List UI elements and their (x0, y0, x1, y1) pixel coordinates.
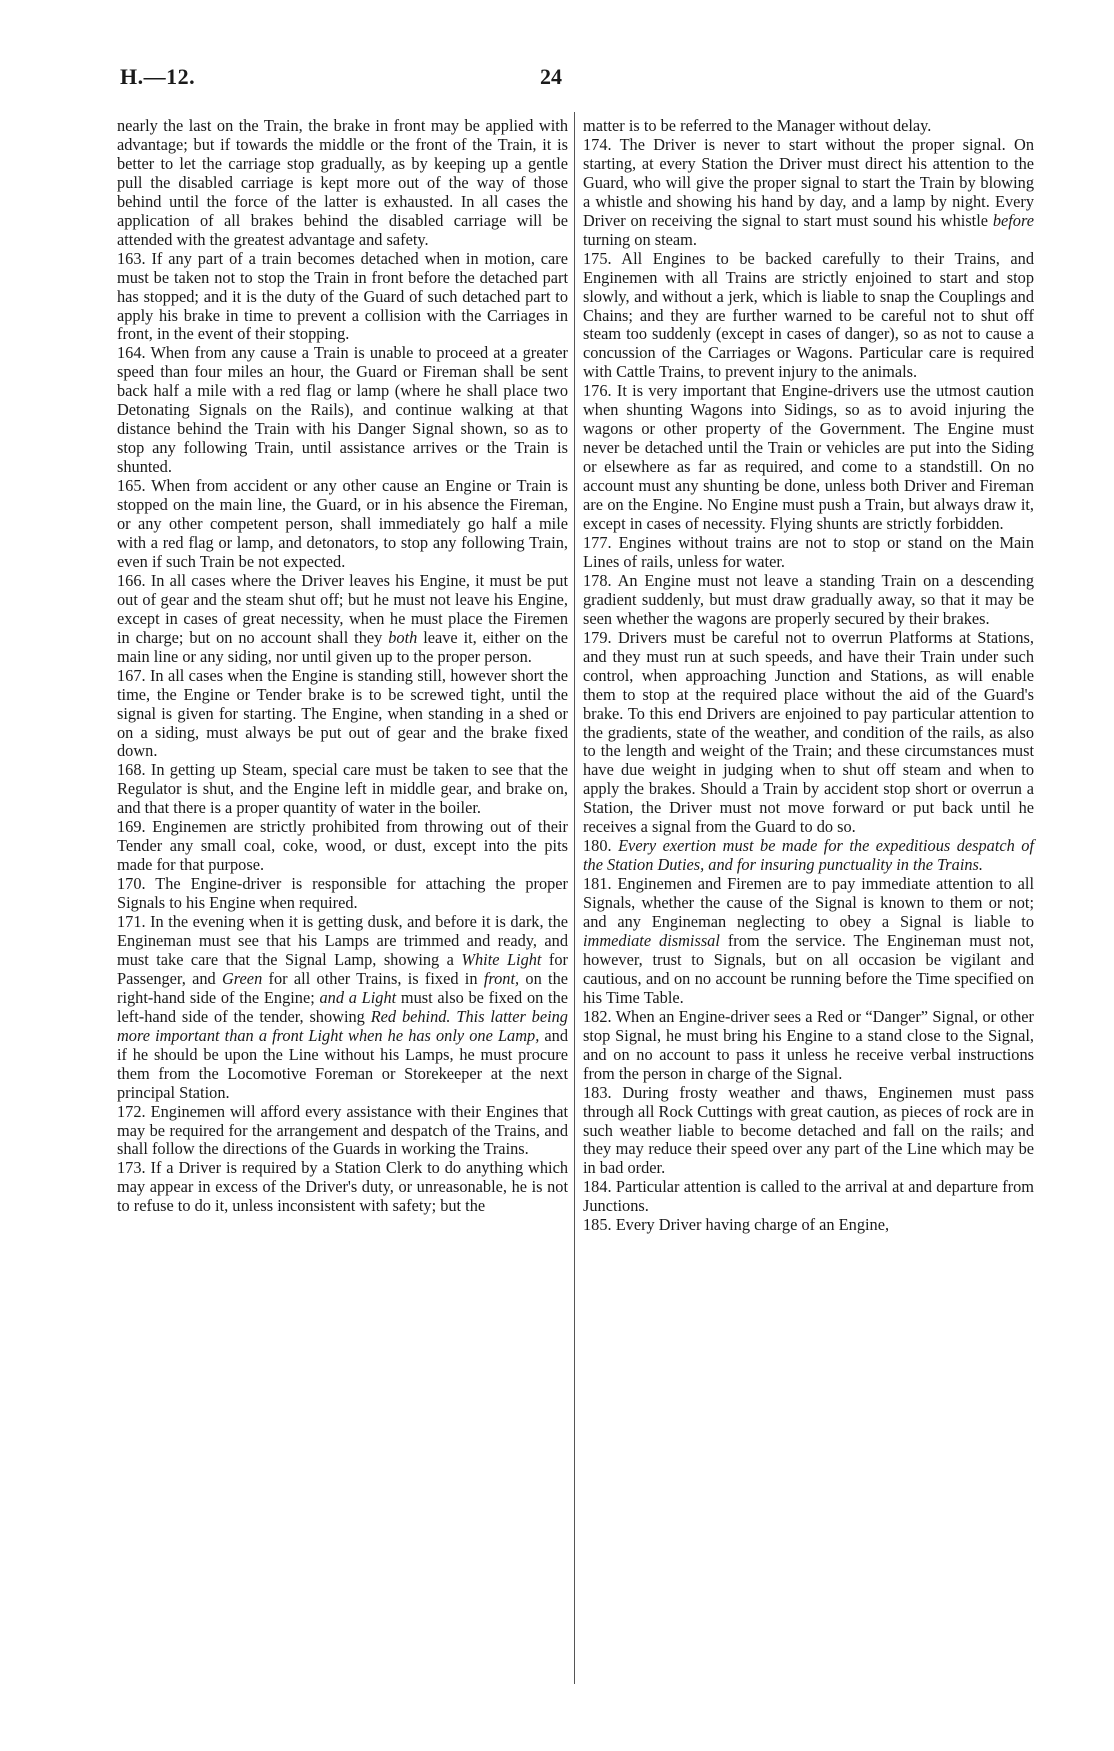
paragraph (583, 837, 1034, 875)
paragraph-text: 163. If any part of a train becomes detached when in motion, care must be taken not to stop the Train in front before the detached part has stopped; and it is the duty of the Guard of such detached part to apply his brake in time to prevent a collision with the Carriages in front, in the event of their stopping. (117, 248, 568, 344)
paragraph-text: 179. Drivers must be careful not to overrun Platforms at Stations, and they must run at such speeds, and have their Train under such control, when approaching Junction and Stations, as will enable them to stop at the required place without the aid of the Guard's brake. To this end Drivers are enjoined to pay particular attention to the gradients, state of the weather, and condition of the rails, as also to the length and weight of the Train; and these circumstances must have due weight in judging when to shut off steam and when to apply the brakes. Should a Train by accident stop short or overrun a Station, the Driver must not move forward or put back until he receives a signal from the Guard to do so. (583, 627, 1034, 837)
paragraph (117, 250, 568, 345)
paragraph (583, 117, 1034, 136)
paragraph-text: 178. An Engine must not leave a standing Train on a descending gradient suddenly, but must draw gradually away, so that it may be seen whether the wagons are properly secured by their brakes. (583, 570, 1034, 628)
italic-text: Green (222, 968, 263, 988)
paragraph (583, 1008, 1034, 1084)
italic-text: Red behind. (370, 1006, 451, 1026)
right-column (583, 117, 1034, 1235)
paragraph-text: 183. During frosty weather and thaws, Enginemen must pass through all Rock Cuttings with great caution, as pieces of rock are in such weather liable to become detached and fall on the rails; and they may reduce their speed over any part of the Line which may be in bad order. (583, 1082, 1034, 1178)
paragraph-text: 166. In all cases where the Driver leaves his Engine, it must be put out of gear and the steam shut off; but he must not leave his Engine, except in cases of great necessity, when he must place the Firemen in charge; but on no account shall they (117, 570, 568, 647)
paragraph-text: 174. The Driver is never to start without the proper signal. On starting, at every Station the Driver must direct his attention to the Guard, who will give the proper signal to start the Train by blowing a whistle and showing his hand by day, and a lamp by night. Every Driver on receiving the signal to start must sound his whistle (583, 134, 1034, 230)
paragraph (117, 913, 568, 1103)
paragraph-text: 177. Engines without trains are not to stop or stand on the Main Lines of rails, unless for water. (583, 532, 1034, 571)
paragraph-text: 168. In getting up Steam, special care must be taken to see that the Regulator is shut, and the Engine left in middle gear, and brake on, and that there is a proper quantity of water in the boiler. (117, 760, 568, 818)
paragraph-text: 175. All Engines to be backed carefully to their Trains, and Enginemen with all Trains are strictly enjoined to start and stop slowly, and without a jerk, which is liable to snap the Couplings and Chains; and they are further warned to be careful not to shut off steam too suddenly (except in cases of danger), so as not to cause a concussion of the Carriages or Wagons. Particular care is required with Cattle Trains, to prevent injury to the animals. (583, 248, 1034, 382)
paragraph-text: from the service. The Engineman must not, however, trust to Signals, but on all occasion be vigilant and cautious, and on no account be running before the Time specified on his Time Table. (583, 930, 1034, 1007)
paragraph-text: for all other Trains, is fixed in (262, 968, 484, 988)
paragraph (117, 572, 568, 667)
italic-text: front, (483, 968, 520, 988)
italic-text: before (992, 210, 1034, 230)
page-number: 24 (540, 64, 562, 89)
paragraph (117, 761, 568, 818)
paragraph (583, 534, 1034, 572)
paragraph (583, 572, 1034, 629)
paragraph-text: 184. Particular attention is called to the arrival at and departure from Junctions. (583, 1177, 1034, 1216)
paragraph-text: 170. The Engine-driver is responsible for attaching the proper Signals to his Engine when required. (117, 874, 568, 913)
left-column (117, 117, 568, 1216)
paragraph-text: 181. Enginemen and Firemen are to pay immediate attention to all Signals, whether the cause of the Signal is known to them or not; and any Engineman neglecting to obey a Signal is liable to (583, 874, 1034, 932)
paragraph (583, 875, 1034, 1008)
paragraph-text: matter is to be referred to the Manager without delay. (583, 116, 932, 135)
paragraph (117, 477, 568, 572)
italic-text: both (388, 627, 418, 647)
paragraph-text: 173. If a Driver is required by a Station Clerk to do anything which may appear in excess of the Driver's duty, or unreasonable, he is not to refuse to do it, unless inconsistent with safety; but the (117, 1158, 568, 1216)
paragraph (117, 818, 568, 875)
paragraph-text: 167. In all cases when the Engine is standing still, however short the time, the Engine or Tender brake is to be screwed tight, until the signal is given for starting. The Engine, when standing in a shed or on a siding, must always be put out of gear and the brake fixed down. (117, 665, 568, 761)
paragraph-text: must also be fixed on the left-hand side of the tender, showing (117, 987, 568, 1026)
italic-text: and a Light (319, 987, 397, 1007)
paragraph (583, 136, 1034, 250)
paragraph (583, 250, 1034, 383)
paragraph-text: 185. Every Driver having charge of an Engine, (583, 1215, 890, 1235)
paragraph-text: 164. When from any cause a Train is unable to proceed at a greater speed than four miles an hour, the Guard or Fireman shall be sent back half a mile with a red flag or lamp (where he shall place two Detonating Signals on the Rails), and continue walking at that distance behind the Train with his Danger Signal shown, so as to stop any following Train, until assistance arrives or the Train is shunted. (117, 343, 568, 477)
paragraph-text: 182. When an Engine-driver sees a Red or “Danger” Signal, or other stop Signal, he must bring his Engine to a stand close to the Signal, and on no account to pass it unless he receive verbal instructions from the person in charge of the Signal. (583, 1006, 1034, 1083)
paragraph-text: nearly the last on the Train, the brake in front may be applied with advantage; but if towards the middle or the front of the Train, it is better to let the carriage stop gradually, as by keeping up a gentle pull the disabled carriage is kept more out of the way of those behind until the force of the latter is exhausted. In all cases the application of all brakes behind the disabled carriage will be attended with the greatest advantage and safety. (117, 116, 568, 249)
paragraph (117, 117, 568, 250)
paragraph-text: turning on steam. (583, 229, 697, 249)
italic-text: Every exertion must be made for the expeditious despatch of the Station Duties, and for insuring punctuality in the Trains. (583, 836, 1034, 875)
paragraph-text: 169. Enginemen are strictly prohibited from throwing out of their Tender any small coal, coke, wood, or dust, except into the pits made for that purpose. (117, 817, 568, 875)
paragraph (117, 344, 568, 477)
paragraph (117, 667, 568, 762)
paragraph-text: 171. In the evening when it is getting dusk, and before it is dark, the Engineman must see that his Lamps are trimmed and ready, and must take care that the Signal Lamp, showing a (117, 912, 568, 969)
paragraph (583, 1178, 1034, 1216)
paragraph-text: and if he should be upon the Line without his Lamps, he must procure them from the Locomotive Foreman or Storekeeper at the next principal Station. (117, 1025, 569, 1102)
paragraph-text: 172. Enginemen will afford every assistance with their Engines that may be required for the arrangement and despatch of the Trains, and shall follow the directions of the Guards in working the Trains. (117, 1101, 568, 1159)
italic-text: immediate dismissal (583, 930, 720, 950)
paragraph-text: 176. It is very important that Engine-drivers use the utmost caution when shunting Wagons into Sidings, so as to avoid injuring the wagons or other property of the Government. The Engine must never be detached until the Train or vehicles are put into the Siding or elsewhere as far as required, and come to a standstill. On no account must any shunting be done, unless both Driver and Fireman are on the Engine. No Engine must push a Train, but always draw it, except in cases of necessity. Flying shunts are strictly forbidden. (583, 381, 1034, 534)
italic-text: White Light (461, 949, 542, 969)
paragraph (117, 1159, 568, 1216)
paragraph (117, 1103, 568, 1160)
italic-text: This latter being more important than a front Light when he has only one Lamp, (117, 1006, 568, 1045)
column-divider (574, 112, 575, 1684)
paragraph-text: 165. When from accident or any other cause an Engine or Train is stopped on the main line, the Guard, or in his absence the Fireman, or any other competent person, shall immediately go half a mile with a red flag or lamp, and detonators, to stop any following Train, even if such Train be not expected. (117, 476, 568, 571)
document-id: H.—12. (120, 64, 196, 89)
paragraph (583, 382, 1034, 534)
paragraph (583, 1084, 1034, 1179)
paragraph-text: on the right-hand side of the Engine; (117, 968, 569, 1007)
paragraph-text: for Passenger, and (117, 949, 568, 988)
paragraph-text: leave it, either on the main line or any siding, nor until given up to the proper person. (117, 627, 569, 666)
paragraph (583, 629, 1034, 837)
paragraph (583, 1216, 1034, 1235)
paragraph-text: 180. (583, 836, 619, 856)
paragraph (117, 875, 568, 913)
